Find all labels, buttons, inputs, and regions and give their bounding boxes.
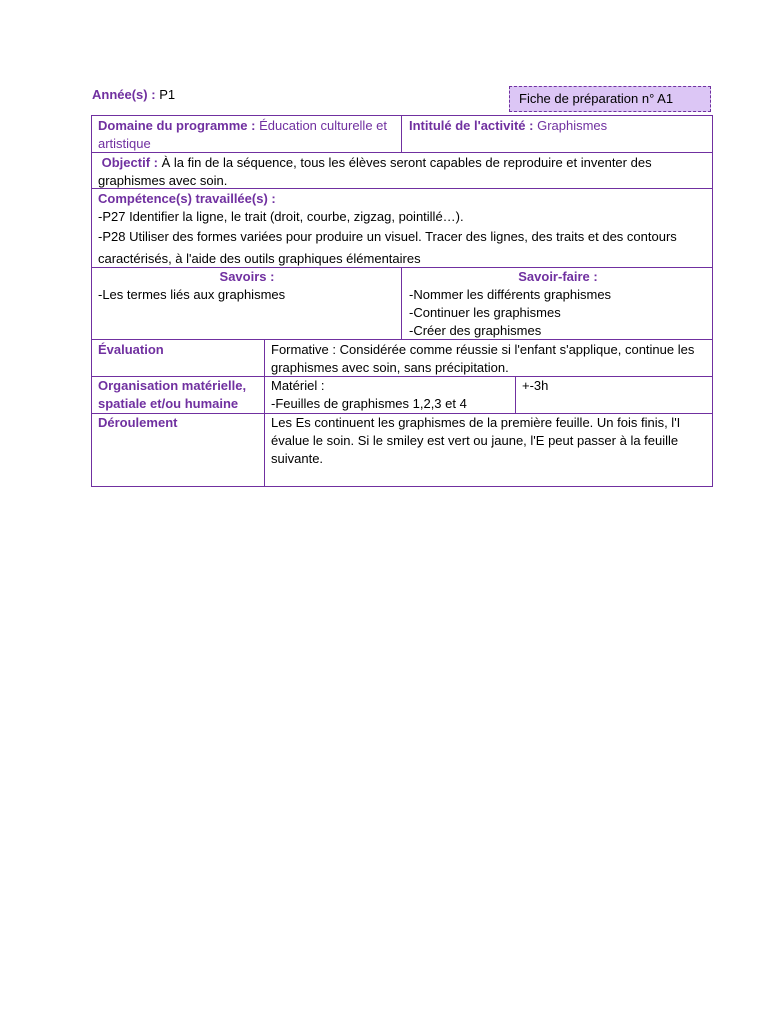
intitule-value: Graphismes: [537, 118, 608, 133]
savoir-faire-item: -Nommer les différents graphismes: [409, 287, 612, 302]
objectif-cell: [98, 154, 706, 190]
domaine-cell: [98, 117, 398, 153]
savoir-faire-cell: [409, 268, 707, 340]
annee-line: [92, 87, 175, 102]
deroulement-text: Les Es continuent les graphismes de la première feuille. Un fois finis, l'I évalue le soin. Si le smiley est vert ou jaune, l'E peut passer à la feuille suivante.: [271, 415, 681, 466]
savoir-faire-item: -Créer des graphismes: [409, 323, 542, 338]
rule-left: [91, 115, 92, 487]
objectif-text: À la fin de la séquence, tous les élèves seront capables de reproduire et inventer des graphismes avec soin.: [98, 155, 652, 188]
intitule-cell: [409, 117, 709, 135]
savoir-item: -Les termes liés aux graphismes: [98, 287, 286, 302]
savoirs-cell: [98, 268, 396, 304]
rule-top: [91, 115, 713, 116]
annee-value: P1: [159, 87, 176, 102]
savoirs-label: Savoirs :: [219, 269, 275, 284]
materiel-cell: [271, 377, 511, 413]
competence-item: -P27 Identifier la ligne, le trait (droit, courbe, zigzag, pointillé…).: [98, 209, 464, 224]
competences-cell: [98, 190, 706, 270]
rule-col-intitule: [401, 115, 402, 152]
rule-right: [712, 115, 713, 487]
rule-bottom: [91, 486, 713, 487]
rule-col-duree: [515, 376, 516, 413]
domaine-label: Domaine du programme :: [98, 118, 256, 133]
deroulement-label: Déroulement: [98, 415, 178, 430]
materiel-value: -Feuilles de graphismes 1,2,3 et 4: [271, 396, 467, 411]
rule-col-values: [264, 339, 265, 487]
evaluation-text: Formative : Considérée comme réussie si l'enfant s'applique, continue les graphismes avec soin, sans précipitation.: [271, 342, 695, 375]
competences-label: Compétence(s) travaillée(s) :: [98, 191, 276, 206]
rule-col-savoirfaire: [401, 267, 402, 339]
intitule-label: Intitulé de l'activité :: [409, 118, 534, 133]
domaine-value: Éducation culturelle et artistique: [98, 118, 388, 151]
objectif-label: Objectif :: [101, 155, 158, 170]
savoir-faire-item: -Continuer les graphismes: [409, 305, 561, 320]
savoir-faire-label: Savoir-faire :: [518, 269, 598, 284]
duree-value: +-3h: [522, 378, 549, 393]
materiel-label: Matériel :: [271, 378, 325, 393]
annee-label: Année(s) :: [92, 87, 156, 102]
fiche-badge: Fiche de préparation n° A1: [509, 86, 711, 112]
organisation-label: Organisation matérielle, spatiale et/ou humaine: [98, 378, 247, 411]
evaluation-label: Évaluation: [98, 342, 164, 357]
competence-item: -P28 Utiliser des formes variées pour produire un visuel. Tracer des lignes, des traits et des contours caractérisés, à l'aide des outils graphiques élémentaires: [98, 229, 677, 266]
preparation-table: [91, 115, 713, 487]
